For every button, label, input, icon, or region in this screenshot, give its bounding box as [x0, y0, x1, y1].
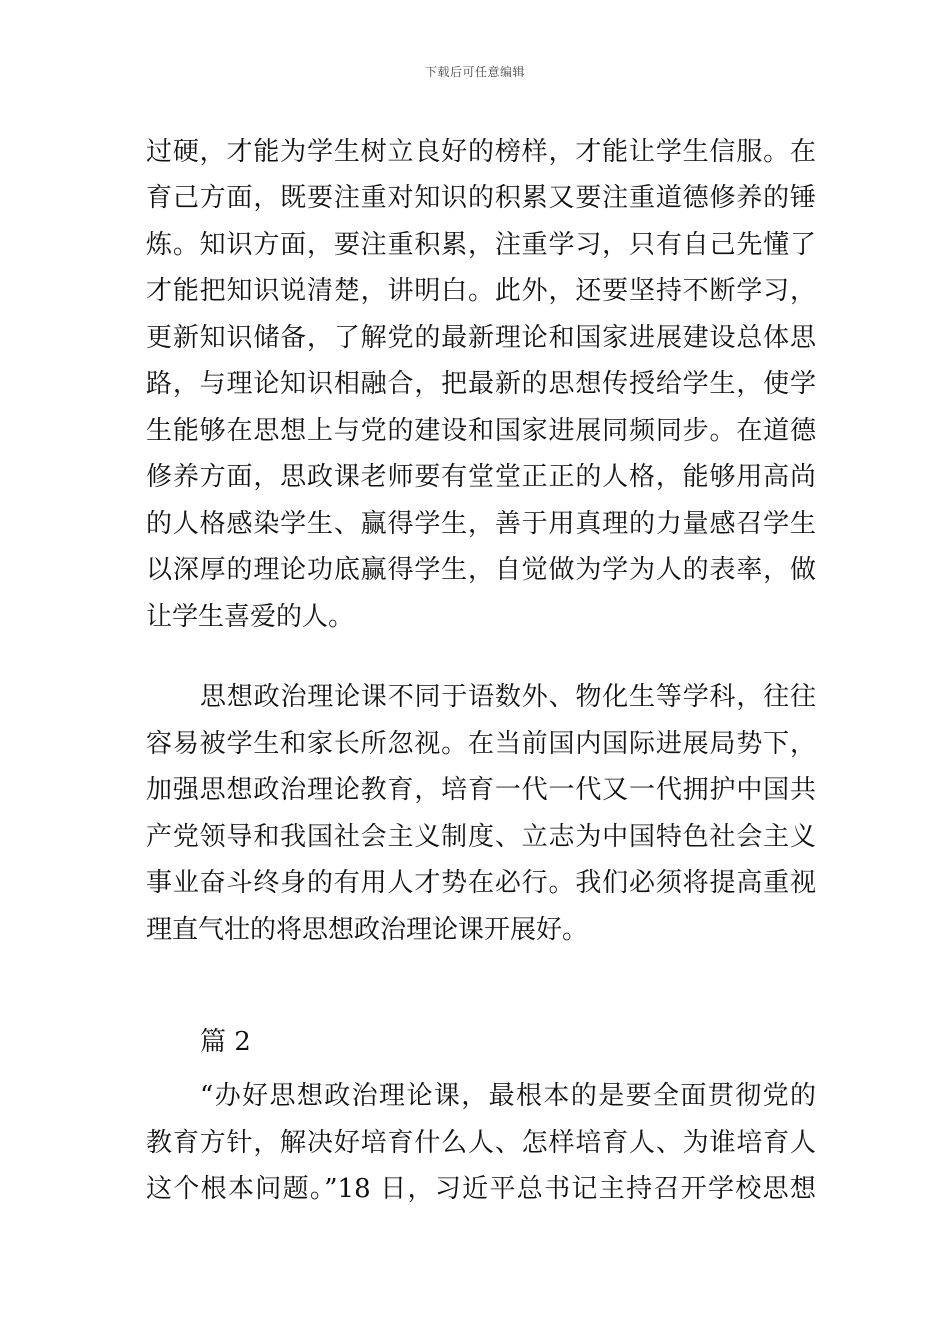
text-line: 这个根本问题。”18 日，习近平总书记主持召开学校思想 — [146, 1174, 816, 1204]
text-line: 让学生喜爱的人。 — [146, 602, 355, 632]
text-line: 炼。知识方面，要注重积累，注重学习，只有自己先懂了 — [146, 230, 816, 260]
text-line: 教育方针，解决好培育什么人、怎样培育人、为谁培育人 — [146, 1128, 816, 1158]
section-heading: 篇 2 — [200, 1027, 251, 1057]
text-line: 事业奋斗终身的有用人才势在必行。我们必须将提高重视 — [146, 868, 816, 898]
text-line: 加强思想政治理论教育，培育一代一代又一代拥护中国共 — [146, 775, 816, 805]
text-line: 才能把知识说清楚，讲明白。此外，还要坚持不断学习， — [146, 276, 816, 306]
text-line: 容易被学生和家长所忽视。在当前国内国际进展局势下， — [146, 729, 816, 759]
text-line: 育己方面，既要注重对知识的积累又要注重道德修养的锤 — [146, 183, 816, 213]
text-line: 以深厚的理论功底赢得学生，自觉做为学为人的表率，做 — [146, 555, 816, 585]
text-line: 修养方面，思政课老师要有堂堂正正的人格，能够用高尚 — [146, 462, 816, 492]
text-line: 理直气壮的将思想政治理论课开展好。 — [146, 915, 589, 945]
text-line: 思想政治理论课不同于语数外、物化生等学科，往往 — [200, 682, 816, 712]
text-line: “办好思想政治理论课，最根本的是要全面贯彻党的 — [200, 1081, 816, 1111]
text-line: 产党领导和我国社会主义制度、立志为中国特色社会主义 — [146, 822, 816, 852]
text-line: 更新知识储备，了解党的最新理论和国家进展建设总体思 — [146, 323, 816, 353]
text-line: 的人格感染学生、赢得学生，善于用真理的力量感召学生 — [146, 509, 816, 539]
page-header-note: 下载后可任意编辑 — [424, 65, 525, 79]
text-line: 生能够在思想上与党的建设和国家进展同频同步。在道德 — [146, 416, 816, 446]
text-line: 路，与理论知识相融合，把最新的思想传授给学生，使学 — [146, 369, 816, 399]
text-line: 过硬，才能为学生树立良好的榜样，才能让学生信服。在 — [146, 137, 816, 167]
